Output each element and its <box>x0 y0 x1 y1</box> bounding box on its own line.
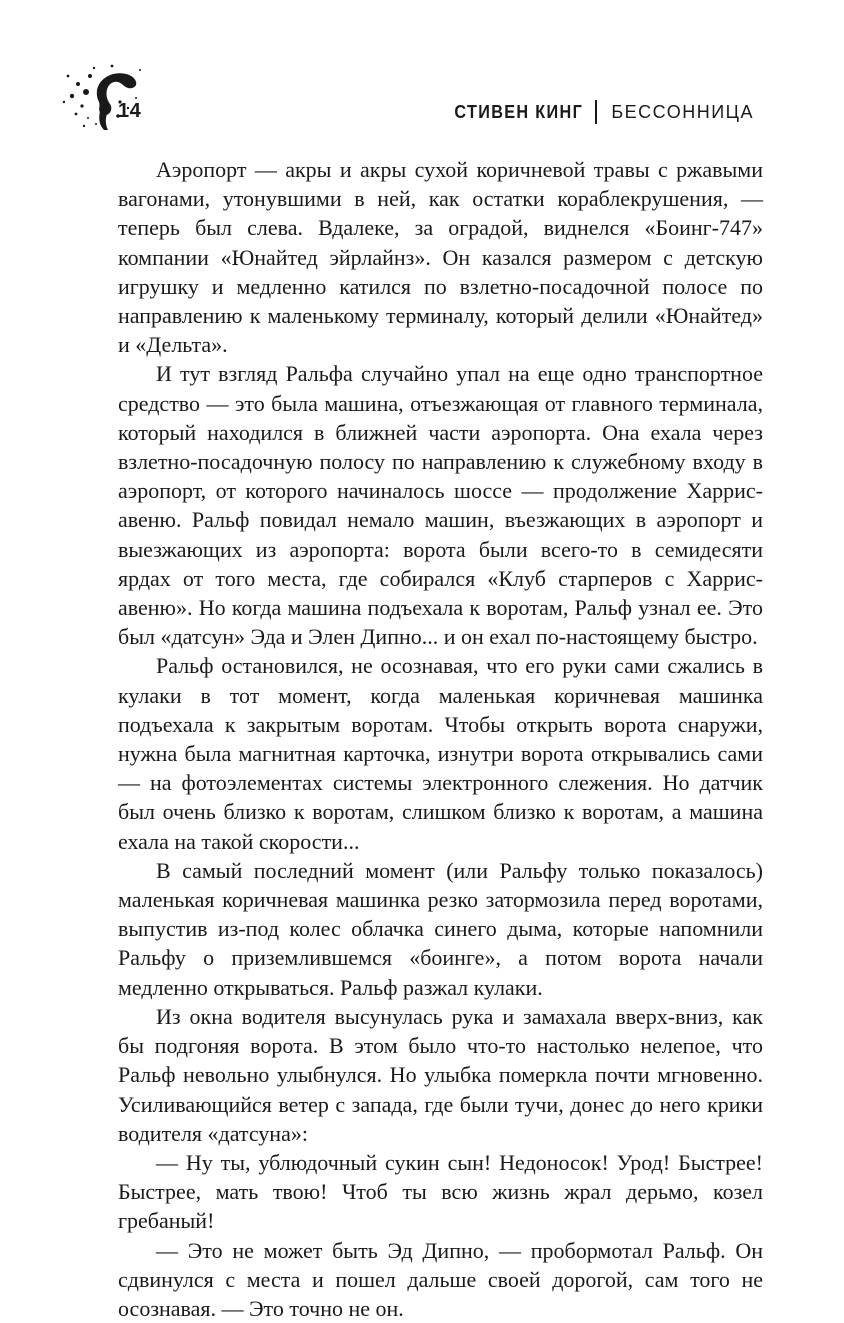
running-head-author: СТИВЕН КИНГ <box>454 101 584 122</box>
dialogue-line: — Это не может быть Эд Дипно, — пробормотал Ральф. Он сдвинулся с места и пошел дальше своей дорогой, сам того не осознавая. — Это точно не он. <box>118 1237 763 1321</box>
paragraph: Ральф остановился, не осознавая, что его руки сами сжались в кулаки в тот момент, когда маленькая коричневая машинка подъехала к закрытым воротам. Чтобы открыть ворота снаружи, нужна была магнитная карточка, изнутри ворота открывались сами — на фотоэлементах системы электронного слежения. Но датчик был очень близко к воротам, слишком близко к воротам, а машина ехала на такой скорости... <box>118 653 763 854</box>
body-text <box>118 155 763 1323</box>
paragraph: Из окна водителя высунулась рука и замахала вверх-вниз, как бы подгоняя ворота. В этом было что-то настолько нелепое, что Ральф невольно улыбнулся. Но улыбка померкла почти мгновенно. Усиливающийся ветер с запада, где были тучи, донес до него крики водителя «датсуна»: <box>118 1003 763 1146</box>
running-head-title: БЕССОННИЦА <box>611 101 754 122</box>
paragraph: Аэропорт — акры и акры сухой коричневой травы с ржавыми вагонами, утонувшими в ней, как остатки кораблекрушения, — теперь был слева. Вдалеке, за оградой, виднелся «Боинг-747» компании «Юнайтед эйрлайнз». Он казался размером с детскую игрушку и медленно катился по взлетно-посадочной полосе по направлению к маленькому терминалу, который делили «Юнайтед» и «Дельта». <box>118 157 763 358</box>
running-head-separator <box>595 100 597 124</box>
page-number: 14 <box>118 100 142 122</box>
paragraph: В самый последний момент (или Ральфу только показалось) маленькая коричневая машинка резко затормозила перед воротами, выпустив из-под колес облачка синего дыма, которые напомнили Ральфу о приземлившемся «боинге», а потом ворота начали медленно открываться. Ральф разжал кулаки. <box>118 857 763 1000</box>
running-head <box>440 100 754 124</box>
dialogue-line: — Ну ты, ублюдочный сукин сын! Недоносок! Урод! Быстрее! Быстрее, мать твою! Чтоб ты всю жизнь жрал дерьмо, козел гребаный! <box>118 1149 763 1234</box>
paragraph: И тут взгляд Ральфа случайно упал на еще одно транспортное средство — это была машина, отъезжающая от главного терминала, который находился в ближней части аэропорта. Она ехала через взлетно-посадочную полосу по направлению к служебному входу в аэропорт, от которого начиналось шоссе — продолжение Харрис-авеню. Ральф повидал немало машин, въезжающих в аэропорт и выезжающих из аэропорта: ворота были всего-то в семидесяти ярдах от того места, где собирался «Клуб старперов с Харрис-авеню». Но когда машина подъехала к воротам, Ральф узнал ее. Это был «датсун» Эда и Элен Дипно... и он ехал по-настоящему быстро. <box>118 361 763 650</box>
